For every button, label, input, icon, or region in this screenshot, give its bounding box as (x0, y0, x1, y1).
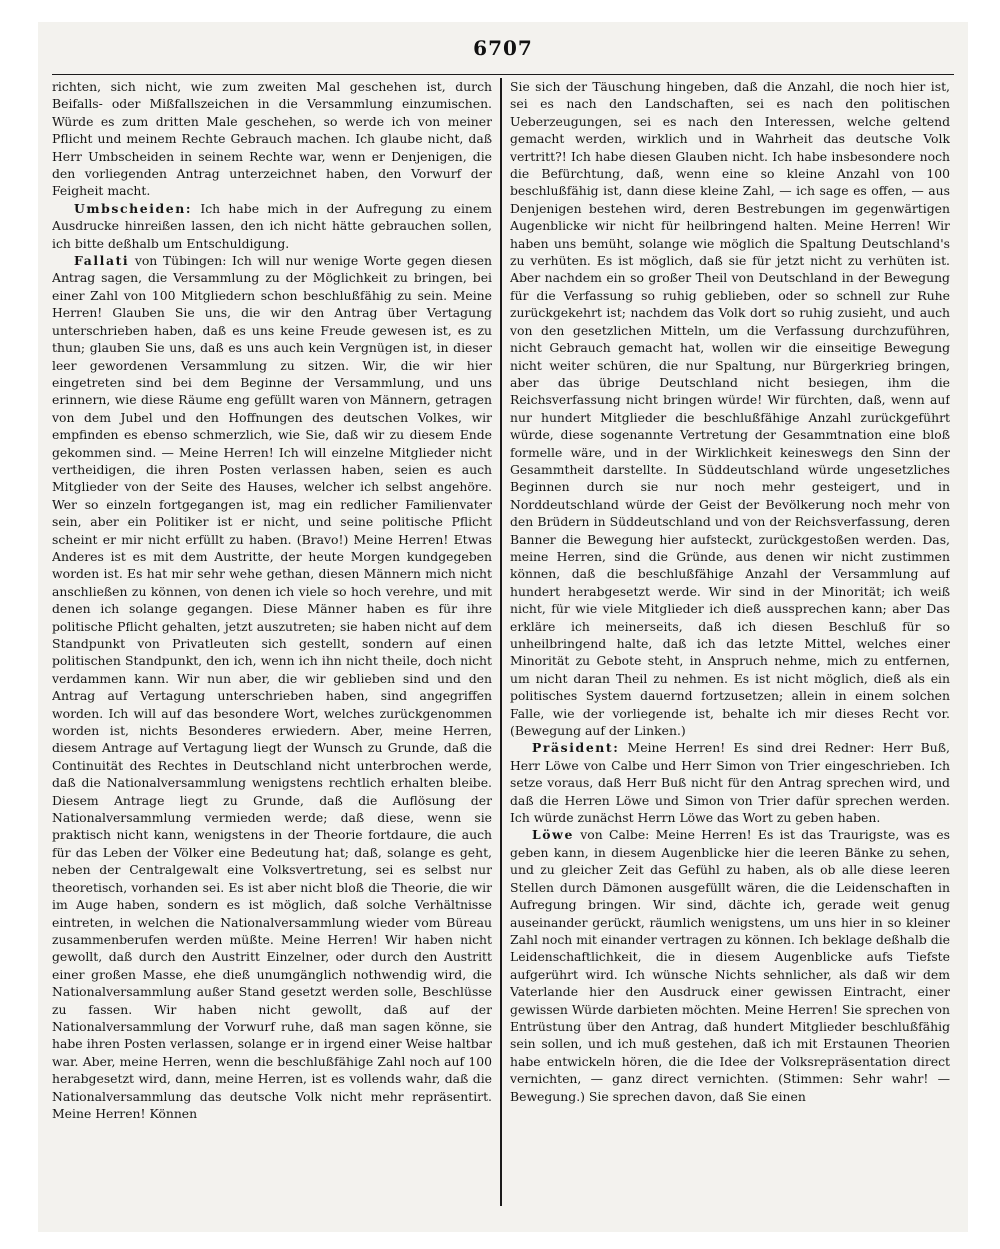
paragraph-text: von Tübingen: Ich will nur wenige Worte gegen diesen Antrag sagen, die Versammlung zu der Möglichkeit zu bringen, bei einer Zahl von 100 Mitgliedern schon beschlußfähig zu sein. Meine Herren! Glauben Sie uns, die wir den Antrag über Vertagung unterschrieben haben, daß es uns keine Freude gewesen ist, es zu thun; glauben Sie uns, daß es uns auch kein Vergnügen ist, in dieser leer gewordenen Versammlung zu sitzen. Wir, die wir hier eingetreten sind bei dem Beginne der Versammlung, und uns erinnern, wie diese Räume eng gefüllt waren von Männern, getragen von dem Jubel und den Hoffnungen des deutschen Volkes, wir empfinden es ebenso schmerzlich, wie Sie, daß wir zu diesem Ende gekommen sind. — Meine Herren! Ich will einzelne Mitglieder nicht vertheidigen, die ihren Posten verlassen haben, seien es auch Mitglieder von der Seite des Hauses, welcher ich selbst angehöre. Wer so einzeln fortgegangen ist, mag ein redlicher Familienvater sein, aber ein Politiker ist er nicht, und seine politische Pflicht scheint er mir nicht erfüllt zu haben. (Bravo!) Meine Herren! Etwas Anderes ist es mit dem Austritte, der heute Morgen kundgegeben worden ist. Es hat mir sehr wehe gethan, diesen Männern mich nicht anschließen zu können, von denen ich viele so hoch verehre, und mit denen ich solange gegangen. Diese Männer haben es für ihre politische Pflicht gehalten, jetzt auszutreten; sie haben nicht auf dem Standpunkt von Privatleuten sich gestellt, sondern auf einen politischen Standpunkt, den ich, wenn ich ihn nicht theile, doch nicht verdammen kann. Wir nun aber, die wir geblieben sind und den Antrag auf Vertagung unterschrieben haben, sind angegriffen worden. Ich will auf das besondere Wort, welches zurückgenommen worden ist, nichts Besonderes erwiedern. Aber, meine Herren, diesem Antrage auf Vertagung liegt der Wunsch zu Grunde, daß die Continuität des Rechtes in Deutschland nicht unterbrochen werde, daß die Nationalversammlung wenigstens rechtlich erhalten bleibe. Diesem Antrage liegt zu Grunde, daß die Auflösung der Nationalversammlung vermieden werde; daß diese, wenn sie praktisch nicht kann, wenigstens in der Theorie fortdaure, die auch für das Leben der Völker eine Bedeutung hat; daß, solange es geht, neben der Centralgewalt eine Volksvertretung, sei es selbst nur theoretisch, vorhanden sei. Es ist aber nicht bloß die Theorie, die wir im Auge haben, sondern es ist möglich, daß solche Verhältnisse eintreten, in welchen die Nationalversammlung wieder vom Büreau zusammenberufen werden müßte. Meine Herren! Wir haben nicht gewollt, daß durch den Austritt Einzelner, oder durch den Austritt einer großen Masse, ehe dieß unumgänglich nothwendig wird, die Nationalversammlung außer Stand gesetzt werden solle, Beschlüsse zu fassen. Wir haben nicht gewollt, daß auf der Nationalversammlung der Vorwurf ruhe, daß man sagen könne, sie habe ihren Posten verlassen, solange er in irgend einer Weise haltbar war. Aber, meine Herren, wenn die beschlußfähige Zahl noch auf 100 herabgesetzt wird, dann, meine Herren, ist es vollends wahr, daß die Nationalversammlung das deutsche Volk nicht mehr repräsentirt. Meine Herren! Können (52, 253, 492, 1121)
speaker-name: Fallati (74, 253, 130, 269)
paragraph (510, 826, 950, 1105)
paragraph-text: von Calbe: Meine Herren! Es ist das Traurigste, was es geben kann, in diesem Augenblicke hier die leeren Bänke zu sehen, und zu gleicher Zeit das Gefühl zu haben, als ob alle diese leeren Stellen durch Dämonen ausgefüllt wären, die die Leidenschaften in Aufregung bringen. Wir sind, dächte ich, gerade weit genug auseinander gerückt, räumlich wenigstens, um uns hier in so kleiner Zahl noch mit einander vertragen zu können. Ich beklage deßhalb die Leidenschaftlichkeit, die in diesem Augenblicke aufs Tiefste aufgerührt wird. Ich wünsche Nichts sehnlicher, als daß wir dem Vaterlande hier den Ausdruck einer gewissen Eintracht, einer gewissen Würde darbieten möchten. Meine Herren! Sie sprechen von Entrüstung über den Antrag, daß hundert Mitglieder beschlußfähig sein sollen, und ich muß gestehen, daß ich mit Erstaunen Theorien habe entwickeln hören, die die Idee der Volksrepräsentation direct vernichten, — ganz direct vernichten. (Stimmen: Sehr wahr! — Bewegung.) Sie sprechen davon, daß Sie einen (510, 827, 950, 1104)
page-number: 6707 (473, 36, 533, 60)
left-column (52, 78, 492, 1218)
paragraph-text: richten, sich nicht, wie zum zweiten Mal geschehen ist, durch Beifalls- oder Mißfallszeichen in die Versammlung einzumischen. Würde es zum dritten Male geschehen, so werde ich von meiner Pflicht und meinem Rechte Gebrauch machen. Ich glaube nicht, daß Herr Umbscheiden in seinem Rechte war, wenn er Denjenigen, die den vorliegenden Antrag unterzeichnet haben, den Vorwurf der Feigheit macht. (52, 79, 492, 199)
paragraph (52, 252, 492, 1122)
paragraph (510, 78, 950, 739)
paragraph (510, 739, 950, 826)
paragraph-text: Sie sich der Täuschung hingeben, daß die Anzahl, die noch hier ist, sei es nach den Landschaften, sei es nach den politischen Ueberzeugungen, sei es nach den Interessen, welche geltend gemacht werden, wirklich und in Wahrheit das deutsche Volk vertritt?! Ich habe diesen Glauben nicht. Ich habe insbesondere noch die Befürchtung, daß, wenn eine so kleine Anzahl von 100 beschlußfähig ist, dann diese kleine Zahl, — ich sage es offen, — aus Denjenigen bestehen wird, deren Bestrebungen im gegenwärtigen Augenblicke wir nicht für heilbringend halten. Meine Herren! Wir haben uns bemüht, solange wie möglich die Spaltung Deutschland's zu verhüten. Es ist möglich, daß sie für jetzt nicht zu verhüten ist. Aber nachdem ein so großer Theil von Deutschland in der Bewegung für die Verfassung so ruhig geblieben, oder so schnell zur Ruhe zurückgekehrt ist; nachdem das Volk dort so ruhig zusieht, und auch von den gesetzlichen Mitteln, um die Verfassung durchzuführen, nicht Gebrauch gemacht hat, wollen wir die einseitige Bewegung nicht weiter schüren, die nur Spaltung, nur Bürgerkrieg bringen, aber das übrige Deutschland nicht besiegen, ihm die Reichsverfassung nicht bringen würde! Wir fürchten, daß, wenn auf nur hundert Mitglieder die beschlußfähige Anzahl zurückgeführt würde, diese sogenannte Vertretung der Gesammtnation eine bloß formelle wäre, und in der Wirklichkeit keineswegs den Sinn der Gesammtheit darstellte. In Süddeutschland würde ungesetzliches Beginnen durch sie nur noch mehr gesteigert, und in Norddeutschland würde der Geist der Bevölkerung noch mehr von den Brüdern in Süddeutschland und von der Reichsverfassung, deren Banner die Bewegung hier aufsteckt, zurückgestoßen werden. Das, meine Herren, sind die Gründe, aus denen wir nicht zustimmen können, daß die beschlußfähige Anzahl der Versammlung auf hundert herabgesetzt werde. Wir sind in der Minorität; ich weiß nicht, für wie viele Mitglieder ich dieß aussprechen kann; aber Das erkläre ich meinerseits, daß ich diesen Beschluß für so unheilbringend halte, daß ich das letzte Mittel, welches einer Minorität zu Gebote steht, in Anspruch nehme, mich zu entfernen, um nicht daran Theil zu nehmen. Es ist nicht möglich, dieß als ein politisches System dauernd fortzusetzen; allein in einem solchen Falle, wie der vorliegende ist, behalte ich mir dieses Recht vor. (Bewegung auf der Linken.) (510, 79, 950, 739)
right-column (510, 78, 950, 1218)
newspaper-page (38, 22, 968, 1232)
speaker-name: Umbscheiden: (74, 200, 193, 216)
paragraph-text: Ich habe mich in der Aufregung zu einem Ausdrucke hinreißen lassen, den ich nicht hätte gebrauchen sollen, ich bitte deßhalb um Entschuldigung. (52, 200, 492, 251)
paragraph (52, 78, 492, 200)
paragraph-text: Meine Herren! Es sind drei Redner: Herr Buß, Herr Löwe von Calbe und Herr Simon von Trier eingeschrieben. Ich setze voraus, daß Herr Buß nicht für den Antrag sprechen wird, und daß die Herren Löwe und Simon von Trier dafür sprechen werden. Ich würde zunächst Herrn Löwe das Wort zu geben haben. (510, 740, 950, 826)
paragraph (52, 200, 492, 252)
header-rule (52, 74, 954, 75)
column-divider (500, 78, 502, 1206)
speaker-name: Präsident: (532, 740, 620, 756)
speaker-name: Löwe (532, 827, 574, 843)
